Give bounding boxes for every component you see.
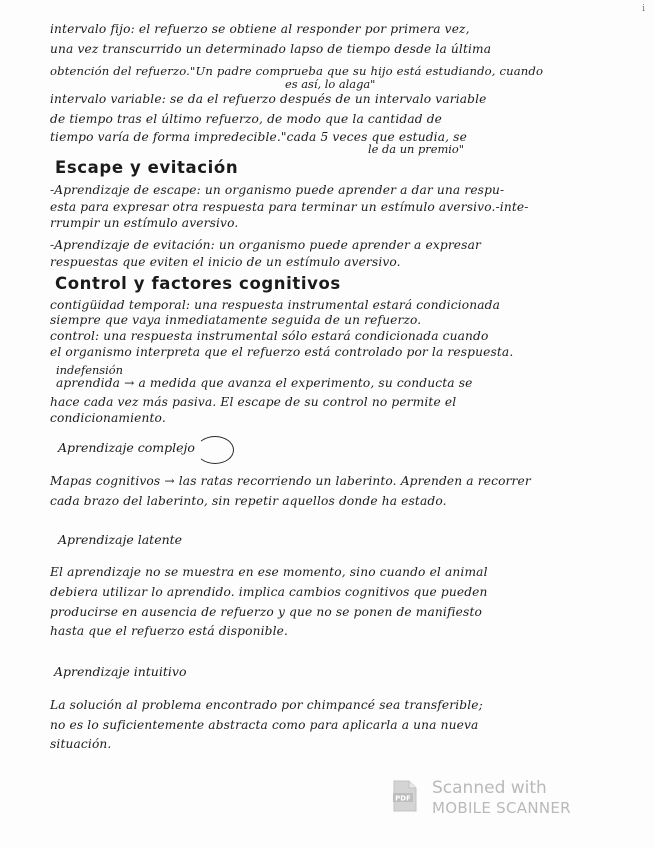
pdf-icon-label: PDF	[395, 794, 411, 803]
note-line: hasta que el refuerzo está disponible.	[50, 624, 289, 638]
note-line: siempre que vaya inmediatamente seguida de un refuerzo.	[50, 313, 422, 327]
note-line: aprendida → a medida que avanza el experimento, su conducta se	[56, 376, 473, 390]
note-line: producirse en ausencia de refuerzo y que no se ponen de manifiesto	[50, 605, 482, 619]
section-heading: Control y factores cognitivos	[55, 274, 341, 293]
note-line: La solución al problema encontrado por chimpancé sea transferible;	[50, 698, 483, 712]
note-line: Mapas cognitivos → las ratas recorriendo un laberinto. Aprenden a recorrer	[50, 474, 531, 488]
note-line: El aprendizaje no se muestra en ese momento, sino cuando el animal	[50, 565, 488, 579]
hand-drawn-circle	[196, 436, 234, 464]
annotation-note: le da un premio"	[368, 142, 465, 156]
note-line: situación.	[50, 737, 112, 751]
section-subheading: Aprendizaje intuitivo	[54, 664, 187, 679]
annotation-note: indefensión	[56, 363, 123, 377]
scanner-watermark	[392, 776, 592, 820]
note-line: de tiempo tras el último refuerzo, de modo que la cantidad de	[50, 112, 443, 126]
note-line: hace cada vez más pasiva. El escape de su control no permite el	[50, 395, 457, 409]
note-line: control: una respuesta instrumental sólo estará condicionada cuando	[50, 329, 489, 343]
note-line: tiempo varía de forma impredecible."cada 5 veces que estudia, se	[50, 130, 467, 144]
note-line: cada brazo del laberinto, sin repetir aquellos donde ha estado.	[50, 494, 447, 508]
section-heading: Escape y evitación	[55, 158, 239, 177]
note-line: -Aprendizaje de escape: un organismo puede aprender a dar una respu-	[50, 183, 505, 197]
note-line: condicionamiento.	[50, 411, 166, 425]
note-line: -Aprendizaje de evitación: un organismo puede aprender a expresar	[50, 238, 481, 252]
note-line: intervalo fijo: el refuerzo se obtiene al responder por primera vez,	[50, 22, 470, 36]
note-line: rrumpir un estímulo aversivo.	[50, 216, 239, 230]
note-line: respuestas que eviten el inicio de un estímulo aversivo.	[50, 255, 401, 269]
note-line: intervalo variable: se da el refuerzo después de un intervalo variable	[50, 92, 487, 106]
watermark-line1: Scanned with	[432, 778, 547, 798]
pdf-file-icon	[392, 780, 418, 812]
section-subheading: Aprendizaje complejo	[58, 440, 195, 455]
note-line: no es lo suficientemente abstracta como para aplicarla a una nueva	[50, 718, 479, 732]
note-line: el organismo interpreta que el refuerzo está controlado por la respuesta.	[50, 345, 514, 359]
note-line: obtención del refuerzo."Un padre comprueba que su hijo está estudiando, cuando	[50, 64, 544, 78]
corner-mark: i	[642, 4, 645, 14]
note-line: debiera utilizar lo aprendido. implica cambios cognitivos que pueden	[50, 585, 488, 599]
note-line: una vez transcurrido un determinado lapso de tiempo desde la última	[50, 42, 492, 56]
note-line: esta para expresar otra respuesta para terminar un estímulo aversivo.-inte-	[50, 200, 529, 214]
note-line: contigüidad temporal: una respuesta instrumental estará condicionada	[50, 298, 501, 312]
section-subheading: Aprendizaje latente	[58, 532, 183, 547]
annotation-note: es así, lo alaga"	[285, 77, 376, 91]
watermark-line2: MOBILE SCANNER	[432, 799, 571, 817]
